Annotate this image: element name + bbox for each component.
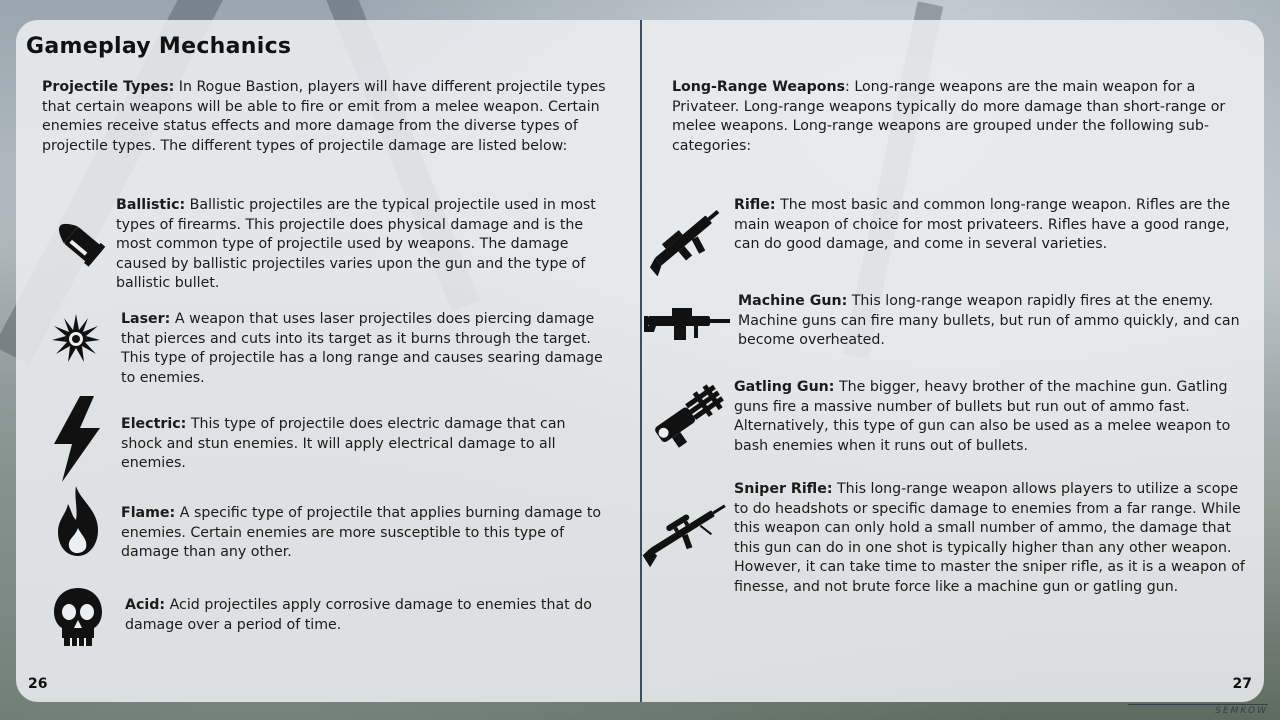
long-range-weapons-intro bbox=[672, 78, 1242, 156]
gatling-gun-item bbox=[734, 378, 1249, 456]
lightning-bolt-icon bbox=[50, 396, 104, 482]
machine-gun-icon bbox=[644, 302, 730, 346]
ballistic-label: Ballistic: bbox=[116, 197, 186, 213]
ballistic-text: Ballistic projectiles are the typical projectile used in most types of firearms. This projectile does physical damage and is the most common type of projectile used by weapons. The damage caused by ballistic projectiles varies upon the gun and the type of ballistic bullet. bbox=[116, 197, 596, 291]
flame-icon bbox=[54, 486, 102, 556]
ballistic-item bbox=[116, 196, 621, 294]
flame-label: Flame: bbox=[121, 505, 176, 521]
rifle-label: Rifle: bbox=[734, 197, 776, 213]
gatling-gun-icon bbox=[646, 380, 732, 450]
intro-text: : Long-range weapons are the main weapon for a Privateer. Long-range weapons typically do more damage than short-range or melee weapons. Long-range weapons are grouped under the following sub-categories: bbox=[672, 79, 1226, 154]
acid-text: Acid projectiles apply corrosive damage to enemies that do damage over a period of time. bbox=[125, 597, 592, 633]
flame-item bbox=[121, 504, 616, 563]
rifle-text: The most basic and common long-range weapon. Rifles are the main weapon of choice for most privateers. Rifles have a good range, can do good damage, and come in several varieties. bbox=[734, 197, 1231, 252]
page-divider bbox=[640, 20, 642, 702]
page-number-right: 27 bbox=[1232, 676, 1252, 692]
electric-label: Electric: bbox=[121, 416, 187, 432]
machine-gun-label: Machine Gun: bbox=[738, 293, 848, 309]
laser-burst-icon bbox=[50, 312, 102, 364]
rifle-icon bbox=[648, 200, 728, 276]
machine-gun-text: This long-range weapon rapidly fires at the enemy. Machine guns can fire many bullets, but run of ammo quickly, and can become overheated. bbox=[738, 293, 1240, 348]
gatling-gun-text: The bigger, heavy brother of the machine gun. Gatling guns fire a massive number of bullets but run out of ammo fast. Alternatively, this type of gun can also be used as a melee weapon to bash enemies when it runs out of bullets. bbox=[734, 379, 1231, 454]
intro-text: In Rogue Bastion, players will have different projectile types that certain weapons will be able to fire or emit from a melee weapon. Certain enemies receive status effects and more damage from the diverse types of projectile types. The different types of projectile damage are listed below: bbox=[42, 79, 606, 154]
sniper-rifle-icon bbox=[642, 492, 732, 568]
sniper-rifle-label: Sniper Rifle: bbox=[734, 481, 833, 497]
laser-item bbox=[121, 310, 611, 388]
sniper-rifle-text: This long-range weapon allows players to utilize a scope to do headshots or specific damage to enemies from a far range. While this weapon can only hold a small number of ammo, the damage that this gun can do in one shot is typically higher than any other weapon. However, it can take time to master the sniper rifle, as it is a weapon of finesse, and not brute force like a machine gun or gatling gun. bbox=[734, 481, 1245, 595]
laser-text: A weapon that uses laser projectiles does piercing damage that pierces and cuts into its target as it burns through the target. This type of projectile has a long range and causes searing damage to enemies. bbox=[121, 311, 603, 386]
machine-gun-item bbox=[738, 292, 1248, 351]
sniper-rifle-item bbox=[734, 480, 1249, 597]
page-number-left: 26 bbox=[28, 676, 48, 692]
electric-item bbox=[121, 415, 611, 474]
acid-item bbox=[125, 596, 620, 635]
electric-text: This type of projectile does electric damage that can shock and stun enemies. It will apply electrical damage to all enemies. bbox=[121, 416, 566, 471]
page-title: Gameplay Mechanics bbox=[26, 34, 292, 59]
projectile-types-intro bbox=[42, 78, 617, 156]
rifle-item bbox=[734, 196, 1249, 255]
bullet-icon bbox=[48, 210, 106, 270]
laser-label: Laser: bbox=[121, 311, 171, 327]
acid-label: Acid: bbox=[125, 597, 166, 613]
intro-label: Long-Range Weapons bbox=[672, 79, 846, 95]
book-spread bbox=[16, 20, 1264, 702]
gatling-gun-label: Gatling Gun: bbox=[734, 379, 835, 395]
flame-text: A specific type of projectile that applies burning damage to enemies. Certain enemies are more susceptible to this type of damage than any other. bbox=[121, 505, 602, 560]
skull-icon bbox=[52, 586, 104, 648]
intro-label: Projectile Types: bbox=[42, 79, 175, 95]
artist-signature: SEMKOW bbox=[1128, 704, 1268, 716]
